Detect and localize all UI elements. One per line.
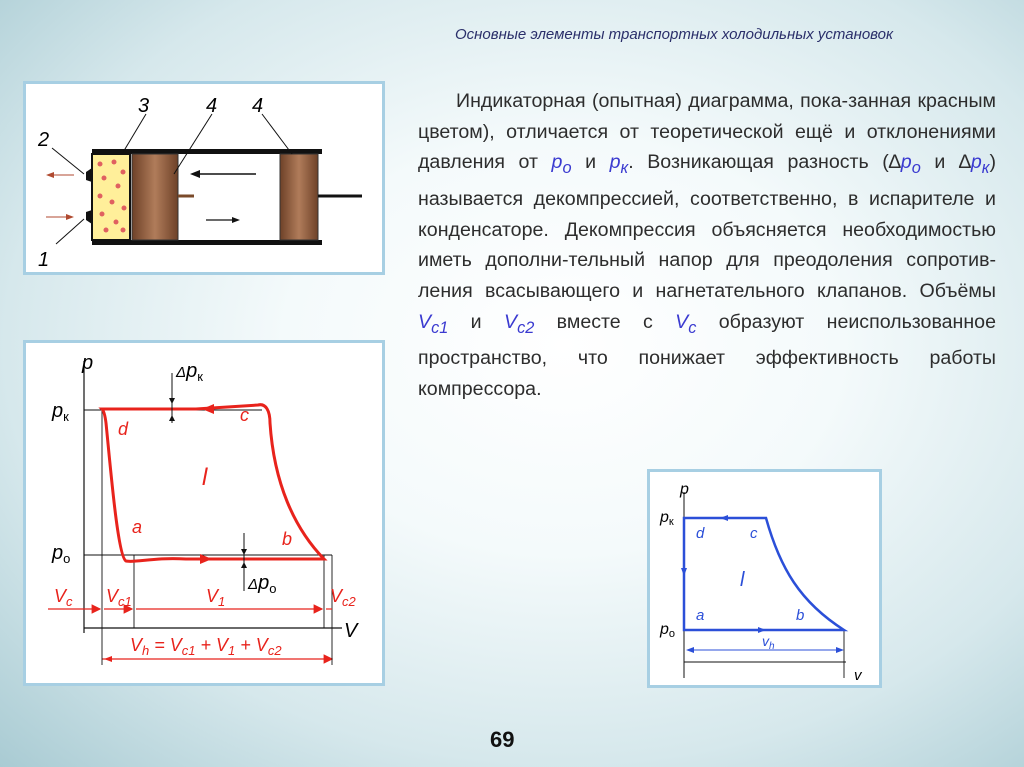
vh-formula: $V_h = V_{c1} + V_1 + V_{c2}$ — [130, 635, 282, 658]
vc-label: $V_c$ — [54, 586, 73, 609]
pk-label: $p_к$ — [52, 400, 69, 424]
indicator-diagram — [26, 343, 382, 683]
delta-pk-label: Δpк — [176, 360, 203, 384]
discharge-flow-arrow — [46, 172, 74, 178]
header-title: Основные элементы транспортных холодильных установок — [455, 26, 894, 43]
motion-arrow-right — [206, 217, 240, 223]
delta-po-label: Δpо — [248, 572, 277, 596]
point-d-right: d — [696, 525, 705, 542]
label-4-right: 4 — [252, 95, 264, 117]
vh-label-right: $v_h$ — [762, 633, 775, 652]
arrow-top — [202, 404, 214, 414]
v1-label: $V_1$ — [206, 586, 226, 609]
suction-flow-arrow — [46, 214, 74, 220]
point-d: d — [118, 419, 129, 439]
po-label: $p_о$ — [52, 542, 71, 566]
pk-label-right: pк — [660, 509, 674, 528]
axis-p-label: p — [82, 352, 94, 374]
region-l: l — [202, 464, 208, 491]
point-b-right: b — [796, 607, 805, 624]
vc2-label: $V_{c2}$ — [330, 586, 356, 609]
axis-v-label: V — [344, 620, 358, 642]
compressor-schematic — [26, 84, 382, 272]
page-number: 69 — [490, 727, 515, 752]
theoretical-diagram-panel — [647, 469, 882, 688]
suction-valve — [86, 210, 92, 224]
body-text — [418, 86, 996, 405]
point-a: a — [132, 517, 143, 537]
label-2: 2 — [38, 129, 50, 151]
label-4-left: 4 — [206, 95, 218, 117]
discharge-valve — [86, 168, 92, 182]
body-paragraph: Индикаторная (опытная) диаграмма, пока-занная красным цветом), отличается от теоретической ещё и отклонениями давления от $p_о$ и $p_к$. Возникающая разность ($\Delta p_о$ и $\Delta p_к$) называется декомпрессией, соответственно, в испарителе и конденсаторе. Декомпрессия объясняется необходимостью иметь дополни-тельный напор для преодоления сопротив-ления всасывающего и нагнетательного клапанов. Объёмы $V_{c1}$ и $V_{c2}$ вместе с $V_c$ образуют неиспользованное пространство, что понижает эффективность работы компрессора. — [418, 90, 996, 401]
axis-v-label-right: v — [854, 667, 862, 684]
axis-p-label-right: p — [680, 481, 689, 498]
indicator-diagram-panel — [23, 340, 385, 686]
compressor-panel — [23, 81, 385, 275]
label-1: 1 — [38, 249, 50, 271]
region-l-right: l — [740, 569, 745, 591]
valve-chamber — [92, 154, 130, 240]
vc1-label: $V_{c1}$ — [106, 586, 132, 609]
theoretical-cycle-curve — [684, 518, 844, 630]
theoretical-diagram — [650, 472, 879, 685]
point-b: b — [282, 529, 293, 549]
point-c: c — [240, 405, 249, 425]
po-label-right: pо — [660, 621, 676, 640]
point-c-right: c — [750, 525, 758, 542]
label-3: 3 — [138, 95, 150, 117]
piston-right — [280, 154, 318, 240]
point-a-right: a — [696, 607, 705, 624]
piston-left — [132, 154, 178, 240]
motion-arrow-left — [190, 170, 256, 178]
